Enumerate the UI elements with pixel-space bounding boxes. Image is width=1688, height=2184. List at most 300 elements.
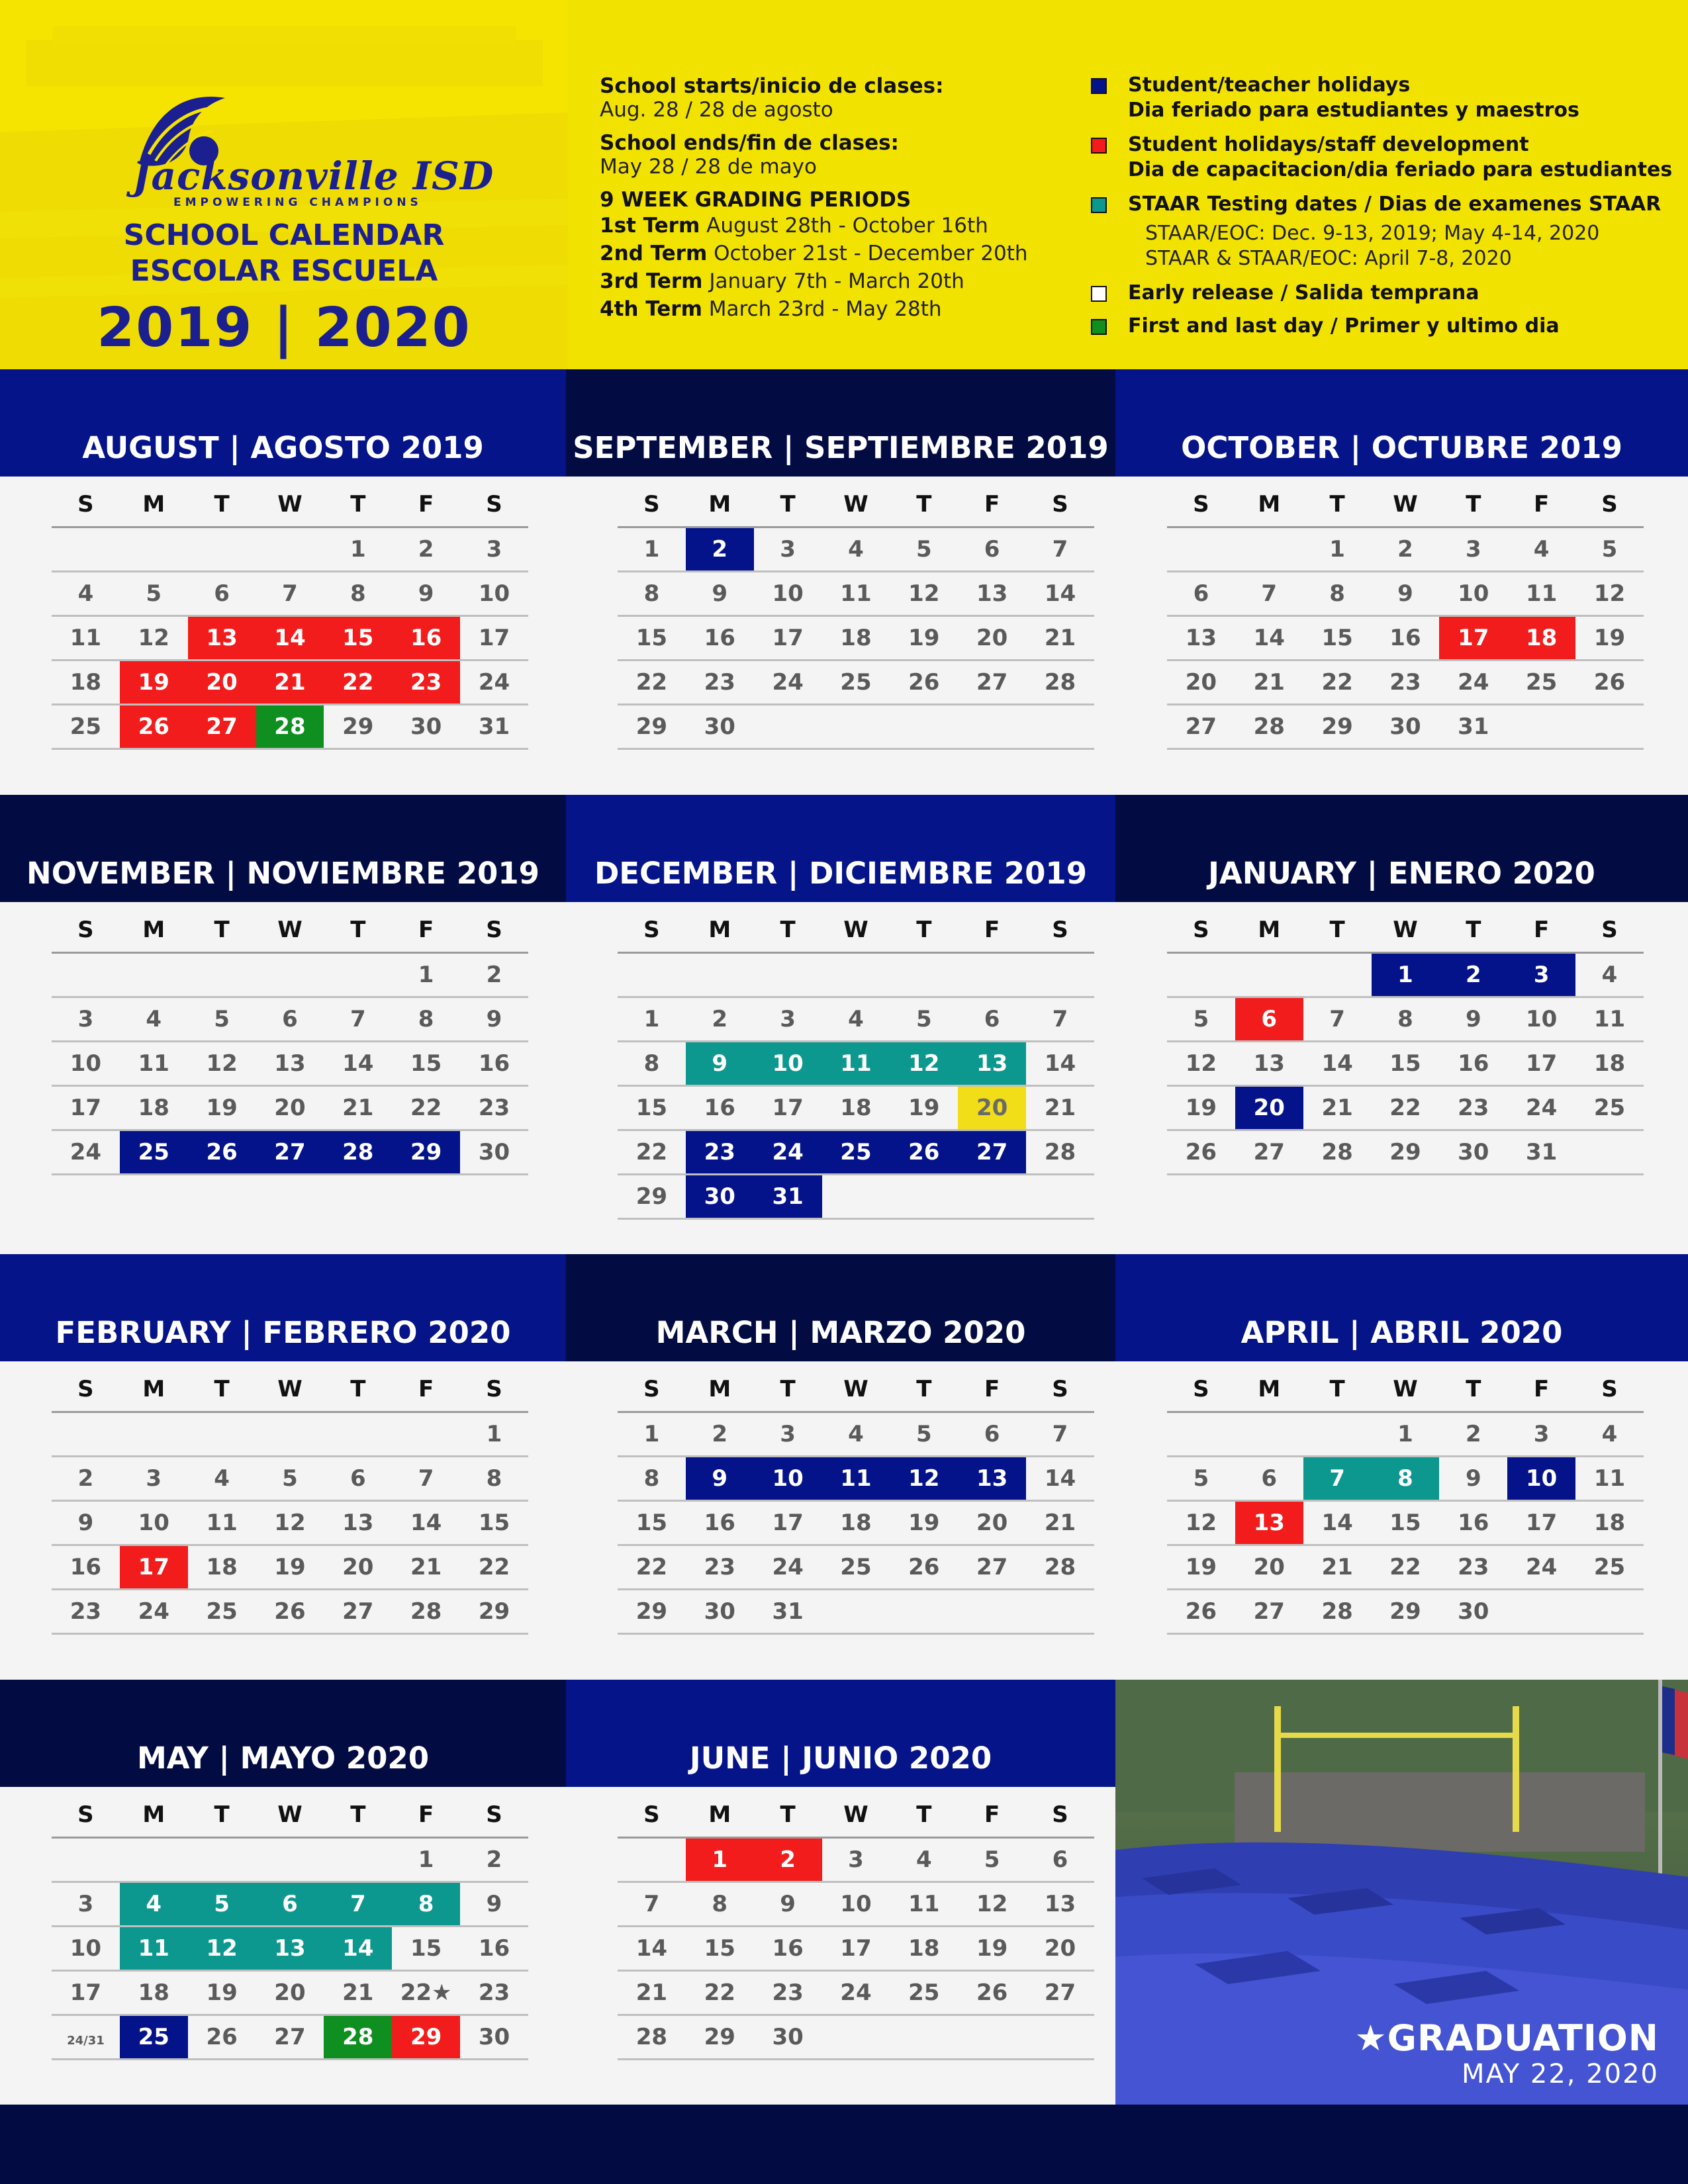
weekday-label: S (643, 1376, 660, 1402)
day-cell: 18 (1593, 1510, 1626, 1536)
week-row (52, 998, 528, 1042)
day-cell: 23 (1389, 669, 1421, 696)
month-title: AUGUST | AGOSTO 2019 (82, 430, 484, 465)
day-cell: 8 (486, 1465, 502, 1492)
week-row (1167, 1457, 1644, 1502)
day-cell: 10 (1507, 1457, 1575, 1500)
term-name: 1st Term (600, 214, 700, 238)
week-row (52, 1042, 528, 1087)
day-cell: 13 (274, 1050, 306, 1077)
day-cell: 14 (1321, 1510, 1353, 1536)
white-swatch-icon (1091, 286, 1107, 302)
day-cell: 15 (410, 1935, 442, 1962)
day-cell: 24 (772, 1554, 804, 1580)
weekday-header-row (618, 902, 1094, 954)
day-cell: 15 (1389, 1510, 1421, 1536)
day-cell: 5 (188, 1883, 256, 1925)
day-cell: 25 (120, 1131, 188, 1173)
weekday-label: T (350, 917, 366, 943)
month-august-2019 (0, 369, 566, 795)
term-range: October 21st - December 20th (714, 242, 1028, 265)
month-grid (52, 1787, 528, 2060)
day-cell: 18 (1593, 1050, 1626, 1077)
week-row (1167, 572, 1644, 617)
weekday-label: T (1466, 917, 1481, 943)
day-cell: 1 (486, 1421, 502, 1447)
weekday-label: S (77, 1376, 94, 1402)
graduation-photo (1115, 1680, 1688, 2105)
day-cell: 27 (1253, 1598, 1285, 1625)
day-cell: 6 (1193, 580, 1209, 607)
blue-swatch-icon (1091, 78, 1107, 94)
day-cell: 29 (1389, 1139, 1421, 1165)
day-cell: 24 (754, 1131, 822, 1173)
month-grid (618, 902, 1094, 1220)
day-cell: 25 (70, 713, 102, 740)
legend-staff-development-es (1091, 158, 1673, 183)
empty-day-cell (188, 954, 256, 996)
week-row (1167, 528, 1644, 572)
weekday-label: T (214, 1801, 230, 1828)
day-cell: 16 (478, 1050, 510, 1077)
weekday-label: M (142, 1376, 165, 1402)
day-cell: 5 (282, 1465, 298, 1492)
empty-day-cell (256, 1839, 324, 1881)
day-cell: 3 (1465, 536, 1481, 563)
day-cell: 21 (1253, 669, 1285, 696)
weekday-label: S (77, 1801, 94, 1828)
day-cell: 22 (1321, 669, 1353, 696)
month-body (0, 1787, 566, 2105)
green-swatch-icon (1091, 319, 1107, 335)
day-cell: 18 (908, 1935, 940, 1962)
day-cell: 30 (772, 2024, 804, 2050)
empty-day-cell (822, 705, 890, 748)
day-cell: 29 (478, 1598, 510, 1625)
weekday-label: T (214, 1376, 230, 1402)
day-cell: 8 (418, 1006, 434, 1032)
month-title: MAY | MAYO 2020 (136, 1741, 430, 1776)
week-row (1167, 1590, 1644, 1635)
day-cell: 7 (1329, 1006, 1345, 1032)
day-cell: 27 (1044, 1979, 1076, 2006)
day-cell: 7 (1303, 1457, 1372, 1500)
day-cell: 27 (188, 705, 256, 748)
empty-day-cell (188, 528, 256, 570)
legend-staar-testing (1091, 192, 1673, 217)
day-cell: 9 (686, 1457, 754, 1500)
logo-panel (0, 0, 568, 369)
month-title: JANUARY | ENERO 2020 (1208, 856, 1595, 891)
empty-day-cell (754, 705, 822, 748)
day-cell: 10 (1458, 580, 1489, 607)
day-cell: 18 (206, 1554, 238, 1580)
day-cell: 30 (704, 713, 735, 740)
week-row (618, 1175, 1094, 1220)
day-cell: 28 (256, 705, 324, 748)
day-cell: 8 (712, 1891, 728, 1917)
week-row (52, 954, 528, 998)
footer-band (0, 2105, 1688, 2184)
weekday-label: F (984, 491, 1000, 518)
day-cell: 12 (1593, 580, 1626, 607)
month-grid (1167, 477, 1644, 750)
month-october-2019 (1115, 369, 1688, 795)
week-row (618, 1131, 1094, 1175)
empty-day-cell (1575, 1590, 1644, 1633)
day-cell: 14 (635, 1935, 668, 1962)
week-row (618, 1883, 1094, 1927)
day-cell: 11 (1593, 1465, 1626, 1492)
day-cell: 15 (635, 1095, 668, 1121)
day-cell: 25 (840, 1554, 872, 1580)
day-cell: 23 (772, 1979, 804, 2006)
term-4 (600, 295, 1050, 323)
day-cell: 9 (77, 1510, 94, 1536)
weekday-label: M (1258, 1376, 1281, 1402)
day-cell: 1 (643, 1006, 660, 1032)
day-cell: 20 (1253, 1554, 1285, 1580)
day-cell: 8 (643, 1050, 660, 1077)
empty-day-cell (120, 528, 188, 570)
legend-label: Dia feriado para estudiantes y maestros (1128, 99, 1579, 122)
day-cell: 24 (478, 669, 510, 696)
month-december-2019 (566, 795, 1115, 1254)
day-cell: 22 (635, 1554, 668, 1580)
day-cell: 17 (772, 1510, 804, 1536)
weekday-header-row (1167, 902, 1644, 954)
day-cell: 5 (146, 580, 162, 607)
weekday-label: T (780, 1801, 796, 1828)
day-cell: 23 (704, 1554, 735, 1580)
empty-day-cell (890, 705, 958, 748)
day-cell: 10 (754, 1457, 822, 1500)
empty-day-cell (120, 1413, 188, 1455)
empty-day-cell (188, 1839, 256, 1881)
empty-day-cell (1167, 954, 1235, 996)
day-cell: 30 (704, 1598, 735, 1625)
day-cell: 25 (908, 1979, 940, 2006)
week-row (52, 1590, 528, 1635)
day-cell: 13 (342, 1510, 374, 1536)
week-row (618, 1457, 1094, 1502)
day-cell: 25 (1593, 1554, 1626, 1580)
day-cell: 23 (704, 669, 735, 696)
day-cell: 20 (958, 1087, 1026, 1129)
week-row (52, 1502, 528, 1546)
day-cell: 9 (712, 580, 728, 607)
weekday-label: S (1601, 491, 1618, 518)
day-cell: 14 (1044, 1050, 1076, 1077)
day-cell: 29 (635, 1183, 668, 1210)
day-cell: 22 (324, 661, 392, 704)
month-body (0, 1361, 566, 1680)
day-cell: 18 (840, 1095, 872, 1121)
day-cell: 25 (1593, 1095, 1626, 1121)
day-cell: 30 (1458, 1139, 1489, 1165)
day-cell: 26 (908, 669, 940, 696)
day-cell: 23 (392, 661, 460, 704)
month-body (566, 1361, 1115, 1680)
month-title: FEBRUARY | FEBRERO 2020 (55, 1315, 511, 1350)
term-3 (600, 267, 1050, 295)
day-cell: 5 (1193, 1006, 1209, 1032)
day-cell: 9 (1465, 1006, 1481, 1032)
week-row (52, 572, 528, 617)
term-1 (600, 212, 1050, 240)
day-cell: 19 (1185, 1095, 1217, 1121)
legend-label: Student holidays/staff development (1128, 133, 1529, 156)
day-cell: 11 (822, 1042, 890, 1085)
day-cell: 29 (1389, 1598, 1421, 1625)
day-cell: 7 (1052, 1006, 1068, 1032)
day-cell: 26 (890, 1131, 958, 1173)
day-cell: 31 (1458, 713, 1489, 740)
weekday-label: M (708, 1376, 731, 1402)
day-cell: 3 (77, 1891, 94, 1917)
legend-label: Student/teacher holidays (1128, 73, 1411, 97)
day-cell: 19 (908, 1095, 940, 1121)
empty-day-cell (324, 954, 392, 996)
day-cell: 27 (976, 669, 1008, 696)
school-dates-info (600, 74, 1050, 323)
weekday-label: S (1193, 491, 1209, 518)
week-row (618, 1972, 1094, 2016)
day-cell: 9 (486, 1006, 502, 1032)
weekday-label: S (486, 917, 502, 943)
month-title: JUNE | JUNIO 2020 (689, 1741, 992, 1776)
red-swatch-icon (1091, 138, 1107, 154)
month-body (566, 477, 1115, 795)
day-cell: 5 (984, 1846, 1000, 1873)
day-cell: 19 (908, 625, 940, 651)
graduation-title: ★GRADUATION (1354, 2017, 1659, 2059)
empty-day-cell (324, 1413, 392, 1455)
day-cell: 28 (410, 1598, 442, 1625)
month-grid (1167, 1361, 1644, 1635)
day-cell: 1 (1372, 954, 1440, 996)
month-body (1115, 477, 1688, 795)
weekday-label: W (843, 1801, 868, 1828)
day-cell: 1 (643, 1421, 660, 1447)
month-grid (1167, 902, 1644, 1175)
day-cell: 12 (138, 625, 169, 651)
day-cell: 21 (342, 1095, 374, 1121)
day-cell: 22 (635, 1139, 668, 1165)
week-row (618, 1546, 1094, 1590)
day-cell: 9 (486, 1891, 502, 1917)
day-cell: 4 (848, 536, 864, 563)
month-grid (52, 902, 528, 1175)
weekday-label: T (916, 1376, 932, 1402)
empty-day-cell (1167, 1413, 1235, 1455)
month-title: APRIL | ABRIL 2020 (1241, 1315, 1563, 1350)
day-cell: 20 (342, 1554, 374, 1580)
empty-day-cell (1507, 1590, 1575, 1633)
weekday-label: S (77, 917, 94, 943)
empty-day-cell (1235, 528, 1303, 570)
day-cell: 19 (1593, 625, 1626, 651)
empty-day-cell (1575, 1131, 1644, 1173)
graduation-date: MAY 22, 2020 (1461, 2059, 1659, 2089)
day-cell: 21 (410, 1554, 442, 1580)
month-june-2020 (566, 1680, 1115, 2105)
week-row (52, 1883, 528, 1927)
day-cell: 29 (635, 1598, 668, 1625)
staar-dates-1: STAAR/EOC: Dec. 9-13, 2019; May 4-14, 2020 (1145, 222, 1600, 245)
empty-day-cell (324, 1839, 392, 1881)
day-cell: 3 (1533, 1421, 1550, 1447)
day-cell: 3 (1507, 954, 1575, 996)
day-cell: 11 (908, 1891, 940, 1917)
day-cell: 6 (1052, 1846, 1068, 1873)
day-cell: 8 (1372, 1457, 1440, 1500)
day-cell: 26 (1593, 669, 1626, 696)
day-cell: 26 (908, 1554, 940, 1580)
day-cell: 22 (635, 669, 668, 696)
day-cell: 5 (915, 536, 932, 563)
day-cell: 16 (772, 1935, 804, 1962)
day-cell: 12 (274, 1510, 306, 1536)
week-row (1167, 1546, 1644, 1590)
day-cell: 12 (890, 1457, 958, 1500)
day-cell: 27 (256, 1131, 324, 1173)
weekday-label: S (1601, 917, 1618, 943)
day-cell: 17 (70, 1979, 102, 2006)
day-cell: 27 (976, 1554, 1008, 1580)
weekday-label: S (486, 491, 502, 518)
day-cell: 29 (635, 713, 668, 740)
weekday-label: F (1534, 1376, 1550, 1402)
day-cell: 10 (478, 580, 510, 607)
weekday-label: T (1466, 1376, 1481, 1402)
day-cell: 24 (70, 1139, 102, 1165)
day-cell: 22 (410, 1095, 442, 1121)
week-row (1167, 1087, 1644, 1131)
empty-day-cell (958, 954, 1026, 996)
day-cell: 28 (324, 1131, 392, 1173)
empty-day-cell (188, 1413, 256, 1455)
day-cell: 20 (274, 1979, 306, 2006)
day-cell: 3 (780, 1421, 796, 1447)
month-january-2020 (1115, 795, 1688, 1254)
empty-day-cell (890, 2016, 958, 2058)
empty-day-cell (890, 1590, 958, 1633)
weekday-label: F (418, 1801, 434, 1828)
empty-day-cell (618, 954, 686, 996)
weekday-label: S (1193, 917, 1209, 943)
weekday-label: M (1258, 917, 1281, 943)
month-title: NOVEMBER | NOVIEMBRE 2019 (26, 856, 539, 891)
weekday-label: S (643, 1801, 660, 1828)
weekday-label: S (643, 491, 660, 518)
month-grid (52, 1361, 528, 1635)
day-cell: 7 (324, 1883, 392, 1925)
weekday-label: W (843, 491, 868, 518)
day-cell: 14 (324, 1927, 392, 1970)
day-cell: 30 (478, 1139, 510, 1165)
empty-day-cell (256, 1413, 324, 1455)
month-body (566, 1787, 1115, 2105)
day-cell: 7 (350, 1006, 366, 1032)
day-cell: 19 (908, 1510, 940, 1536)
weekday-label: T (350, 1801, 366, 1828)
day-cell: 8 (1329, 580, 1345, 607)
day-cell: 14 (410, 1510, 442, 1536)
weekday-label: F (1534, 491, 1550, 518)
weekday-label: F (418, 917, 434, 943)
empty-day-cell (1026, 954, 1094, 996)
weekday-label: T (916, 917, 932, 943)
weekday-label: S (1052, 1376, 1068, 1402)
day-cell: 6 (1261, 1465, 1278, 1492)
day-cell: 29 (342, 713, 374, 740)
empty-day-cell (120, 1839, 188, 1881)
weekday-label: F (984, 1376, 1000, 1402)
day-cell: 30 (1458, 1598, 1489, 1625)
weekday-header-row (52, 1787, 528, 1839)
day-cell: 24 (840, 1979, 872, 2006)
month-march-2020 (566, 1254, 1115, 1680)
month-grid (52, 477, 528, 750)
empty-day-cell (958, 1175, 1026, 1218)
day-cell: 13 (958, 1457, 1026, 1500)
weekday-header-row (52, 1361, 528, 1413)
month-body (566, 902, 1115, 1254)
day-cell: 24 (1525, 1554, 1558, 1580)
month-body (1115, 1361, 1688, 1680)
week-row (618, 1839, 1094, 1883)
weekday-label: W (277, 1801, 303, 1828)
day-cell: 12 (206, 1050, 238, 1077)
day-cell: 21 (256, 661, 324, 704)
graduation-label (1354, 2017, 1659, 2089)
month-title: MARCH | MARZO 2020 (655, 1315, 1026, 1350)
empty-day-cell (1026, 1175, 1094, 1218)
week-row (52, 705, 528, 750)
day-cell: 16 (1389, 625, 1421, 651)
empty-day-cell (52, 528, 120, 570)
day-cell: 5 (915, 1006, 932, 1032)
empty-day-cell (120, 954, 188, 996)
empty-day-cell (822, 1590, 890, 1633)
week-row (1167, 1502, 1644, 1546)
school-year-title: 2019 | 2020 (97, 296, 471, 359)
week-row (52, 1457, 528, 1502)
weekday-header-row (618, 477, 1094, 528)
day-cell: 28 (635, 2024, 668, 2050)
day-cell: 12 (908, 580, 940, 607)
day-cell: 15 (478, 1510, 510, 1536)
day-cell: 28 (1044, 669, 1076, 696)
day-cell: 15 (704, 1935, 735, 1962)
staar-dates-2: STAAR & STAAR/EOC: April 7-8, 2020 (1145, 247, 1512, 270)
empty-day-cell (52, 954, 120, 996)
weekday-header-row (52, 477, 528, 528)
grading-periods-label: 9 WEEK GRADING PERIODS (600, 188, 912, 212)
week-row (52, 2016, 528, 2060)
weekday-label: S (1052, 1801, 1068, 1828)
day-cell: 21 (1044, 1095, 1076, 1121)
day-cell: 17 (70, 1095, 102, 1121)
day-cell: 28 (1321, 1598, 1353, 1625)
week-row (618, 954, 1094, 998)
day-cell: 26 (1185, 1598, 1217, 1625)
calendar-title-english: SCHOOL CALENDAR (123, 218, 445, 252)
day-cell: 25 (840, 669, 872, 696)
day-cell: 2 (486, 962, 502, 988)
day-cell: 3 (77, 1006, 94, 1032)
